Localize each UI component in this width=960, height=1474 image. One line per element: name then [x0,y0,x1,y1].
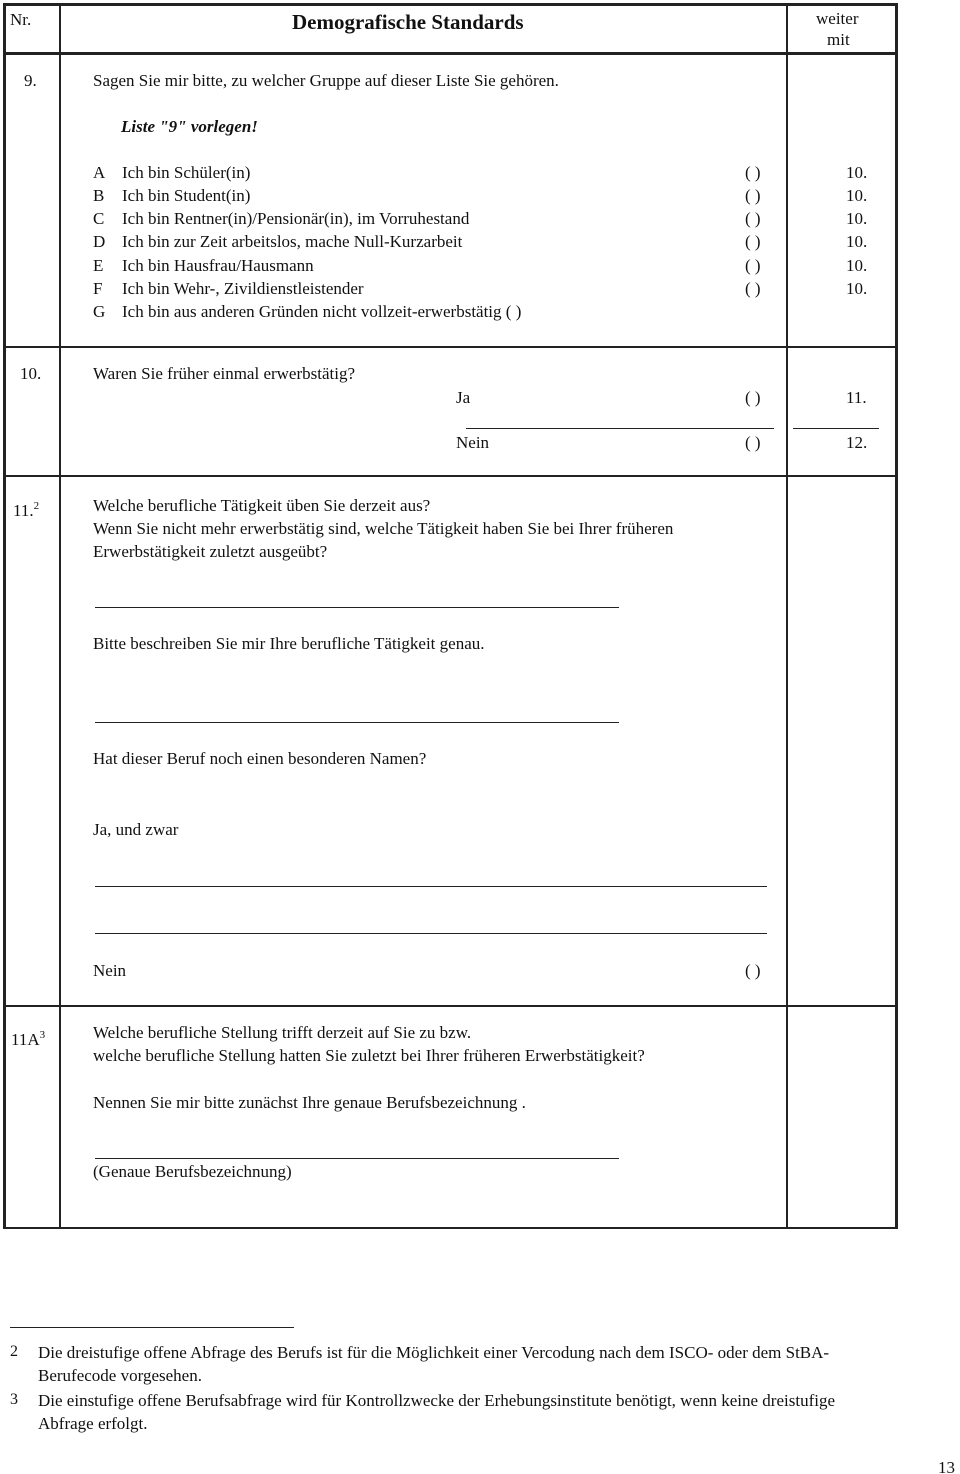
question-number: 9. [24,71,37,90]
answer-line[interactable] [95,1158,619,1159]
answer-line[interactable] [95,886,767,887]
table-border [3,1227,897,1229]
option-checkbox[interactable]: ( ) [745,279,761,298]
option-checkbox[interactable]: ( ) [745,163,761,182]
question-text: welche berufliche Stellung hatten Sie zuletzt bei Ihrer früheren Erwerbstätigkeit? [93,1046,645,1065]
footnote-separator [10,1327,294,1328]
footnote-text: Abfrage erfolgt. [38,1414,148,1433]
question-text: Erwerbstätigkeit zuletzt ausgeübt? [93,542,328,561]
option-checkbox[interactable]: ( ) [745,186,761,205]
table-border [3,3,6,1229]
separator-line [793,428,879,429]
checkbox-ja[interactable]: ( ) [745,388,761,407]
option-checkbox[interactable]: ( ) [745,209,761,228]
question-text: Sagen Sie mir bitte, zu welcher Gruppe auf dieser Liste Sie gehören. [93,71,559,90]
row-divider [3,1005,897,1007]
separator-line [466,428,774,429]
option-text: Ich bin Hausfrau/Hausmann [122,256,314,275]
option-nein: Nein [456,433,490,452]
next-question: 12. [846,433,868,452]
header-nr: Nr. [10,10,32,29]
footnote-number: 2 [10,1343,18,1360]
footnote-text: Die einstufige offene Berufsabfrage wird für Kontrollzwecke der Erhebungsinstitute benötigt, wenn keine dreistufige [38,1391,836,1410]
prompt-text: Nennen Sie mir bitte zunächst Ihre genaue Berufsbezeichnung . [93,1093,526,1112]
option-letter: G [93,302,106,321]
option-text: Ich bin Student(in) [122,186,251,205]
option-letter: B [93,186,105,205]
option-text: Ich bin Schüler(in) [122,163,251,182]
footnote-ref: 3 [39,1029,46,1041]
option-no: Nein [93,961,127,980]
option-checkbox[interactable]: ( ) [745,256,761,275]
footnote-text: Berufecode vorgesehen. [38,1366,202,1385]
header-next: mit [827,30,850,49]
option-letter: D [93,232,106,251]
option-letter: F [93,279,103,298]
footnote-ref: 2 [33,500,40,512]
header-divider [3,52,897,55]
question-number [13,496,39,521]
option-letter: E [93,256,104,275]
page-number: 13 [938,1458,955,1474]
prompt-text: Bitte beschreiben Sie mir Ihre berufliche Tätigkeit genau. [93,634,485,653]
next-question: 10. [846,186,868,205]
footnote-number: 3 [10,1391,18,1408]
next-question: 11. [846,388,867,407]
answer-line[interactable] [95,607,619,608]
question-number-text: 11A [11,1030,40,1049]
question-number [11,1025,45,1050]
option-checkbox[interactable]: ( ) [745,232,761,251]
option-text: Ich bin zur Zeit arbeitslos, mache Null-Kurzarbeit [122,232,463,251]
option-letter: A [93,163,106,182]
option-letter: C [93,209,105,228]
option-ja: Ja [456,388,471,407]
page-title: Demografische Standards [292,10,524,34]
answer-line[interactable] [95,933,767,934]
question-number: 10. [20,364,42,383]
instruction: Liste "9" vorlegen! [121,117,258,136]
next-question: 10. [846,279,868,298]
header-next: weiter [816,9,859,28]
option-text: Ich bin aus anderen Gründen nicht vollzeit-erwerbstätig ( ) [122,302,522,321]
next-question: 10. [846,209,868,228]
row-divider [3,475,897,477]
question-text: Wenn Sie nicht mehr erwerbstätig sind, welche Tätigkeit haben Sie bei Ihrer früheren [93,519,674,538]
question-text: Waren Sie früher einmal erwerbstätig? [93,364,356,383]
question-text: Welche berufliche Tätigkeit üben Sie derzeit aus? [93,496,431,515]
question-text: Welche berufliche Stellung trifft derzeit auf Sie zu bzw. [93,1023,472,1042]
table-border [3,3,897,6]
option-text: Ich bin Wehr-, Zivildienstleistender [122,279,364,298]
question-number-text: 11. [13,501,34,520]
column-divider [59,3,61,1229]
option-yes: Ja, und zwar [93,820,179,839]
answer-line[interactable] [95,722,619,723]
next-question: 10. [846,232,868,251]
next-question: 10. [846,163,868,182]
option-text: Ich bin Rentner(in)/Pensionär(in), im Vorruhestand [122,209,470,228]
footnote-text: Die dreistufige offene Abfrage des Berufs ist für die Möglichkeit einer Vercodung nach dem ISCO- oder dem StBA- [38,1343,830,1362]
table-border [895,3,898,1229]
row-divider [3,346,897,348]
prompt-text: Hat dieser Beruf noch einen besonderen Namen? [93,749,427,768]
next-question: 10. [846,256,868,275]
column-divider [786,3,788,1229]
checkbox-nein[interactable]: ( ) [745,433,761,452]
checkbox-no[interactable]: ( ) [745,961,761,980]
answer-caption: (Genaue Berufsbezeichnung) [93,1162,292,1181]
